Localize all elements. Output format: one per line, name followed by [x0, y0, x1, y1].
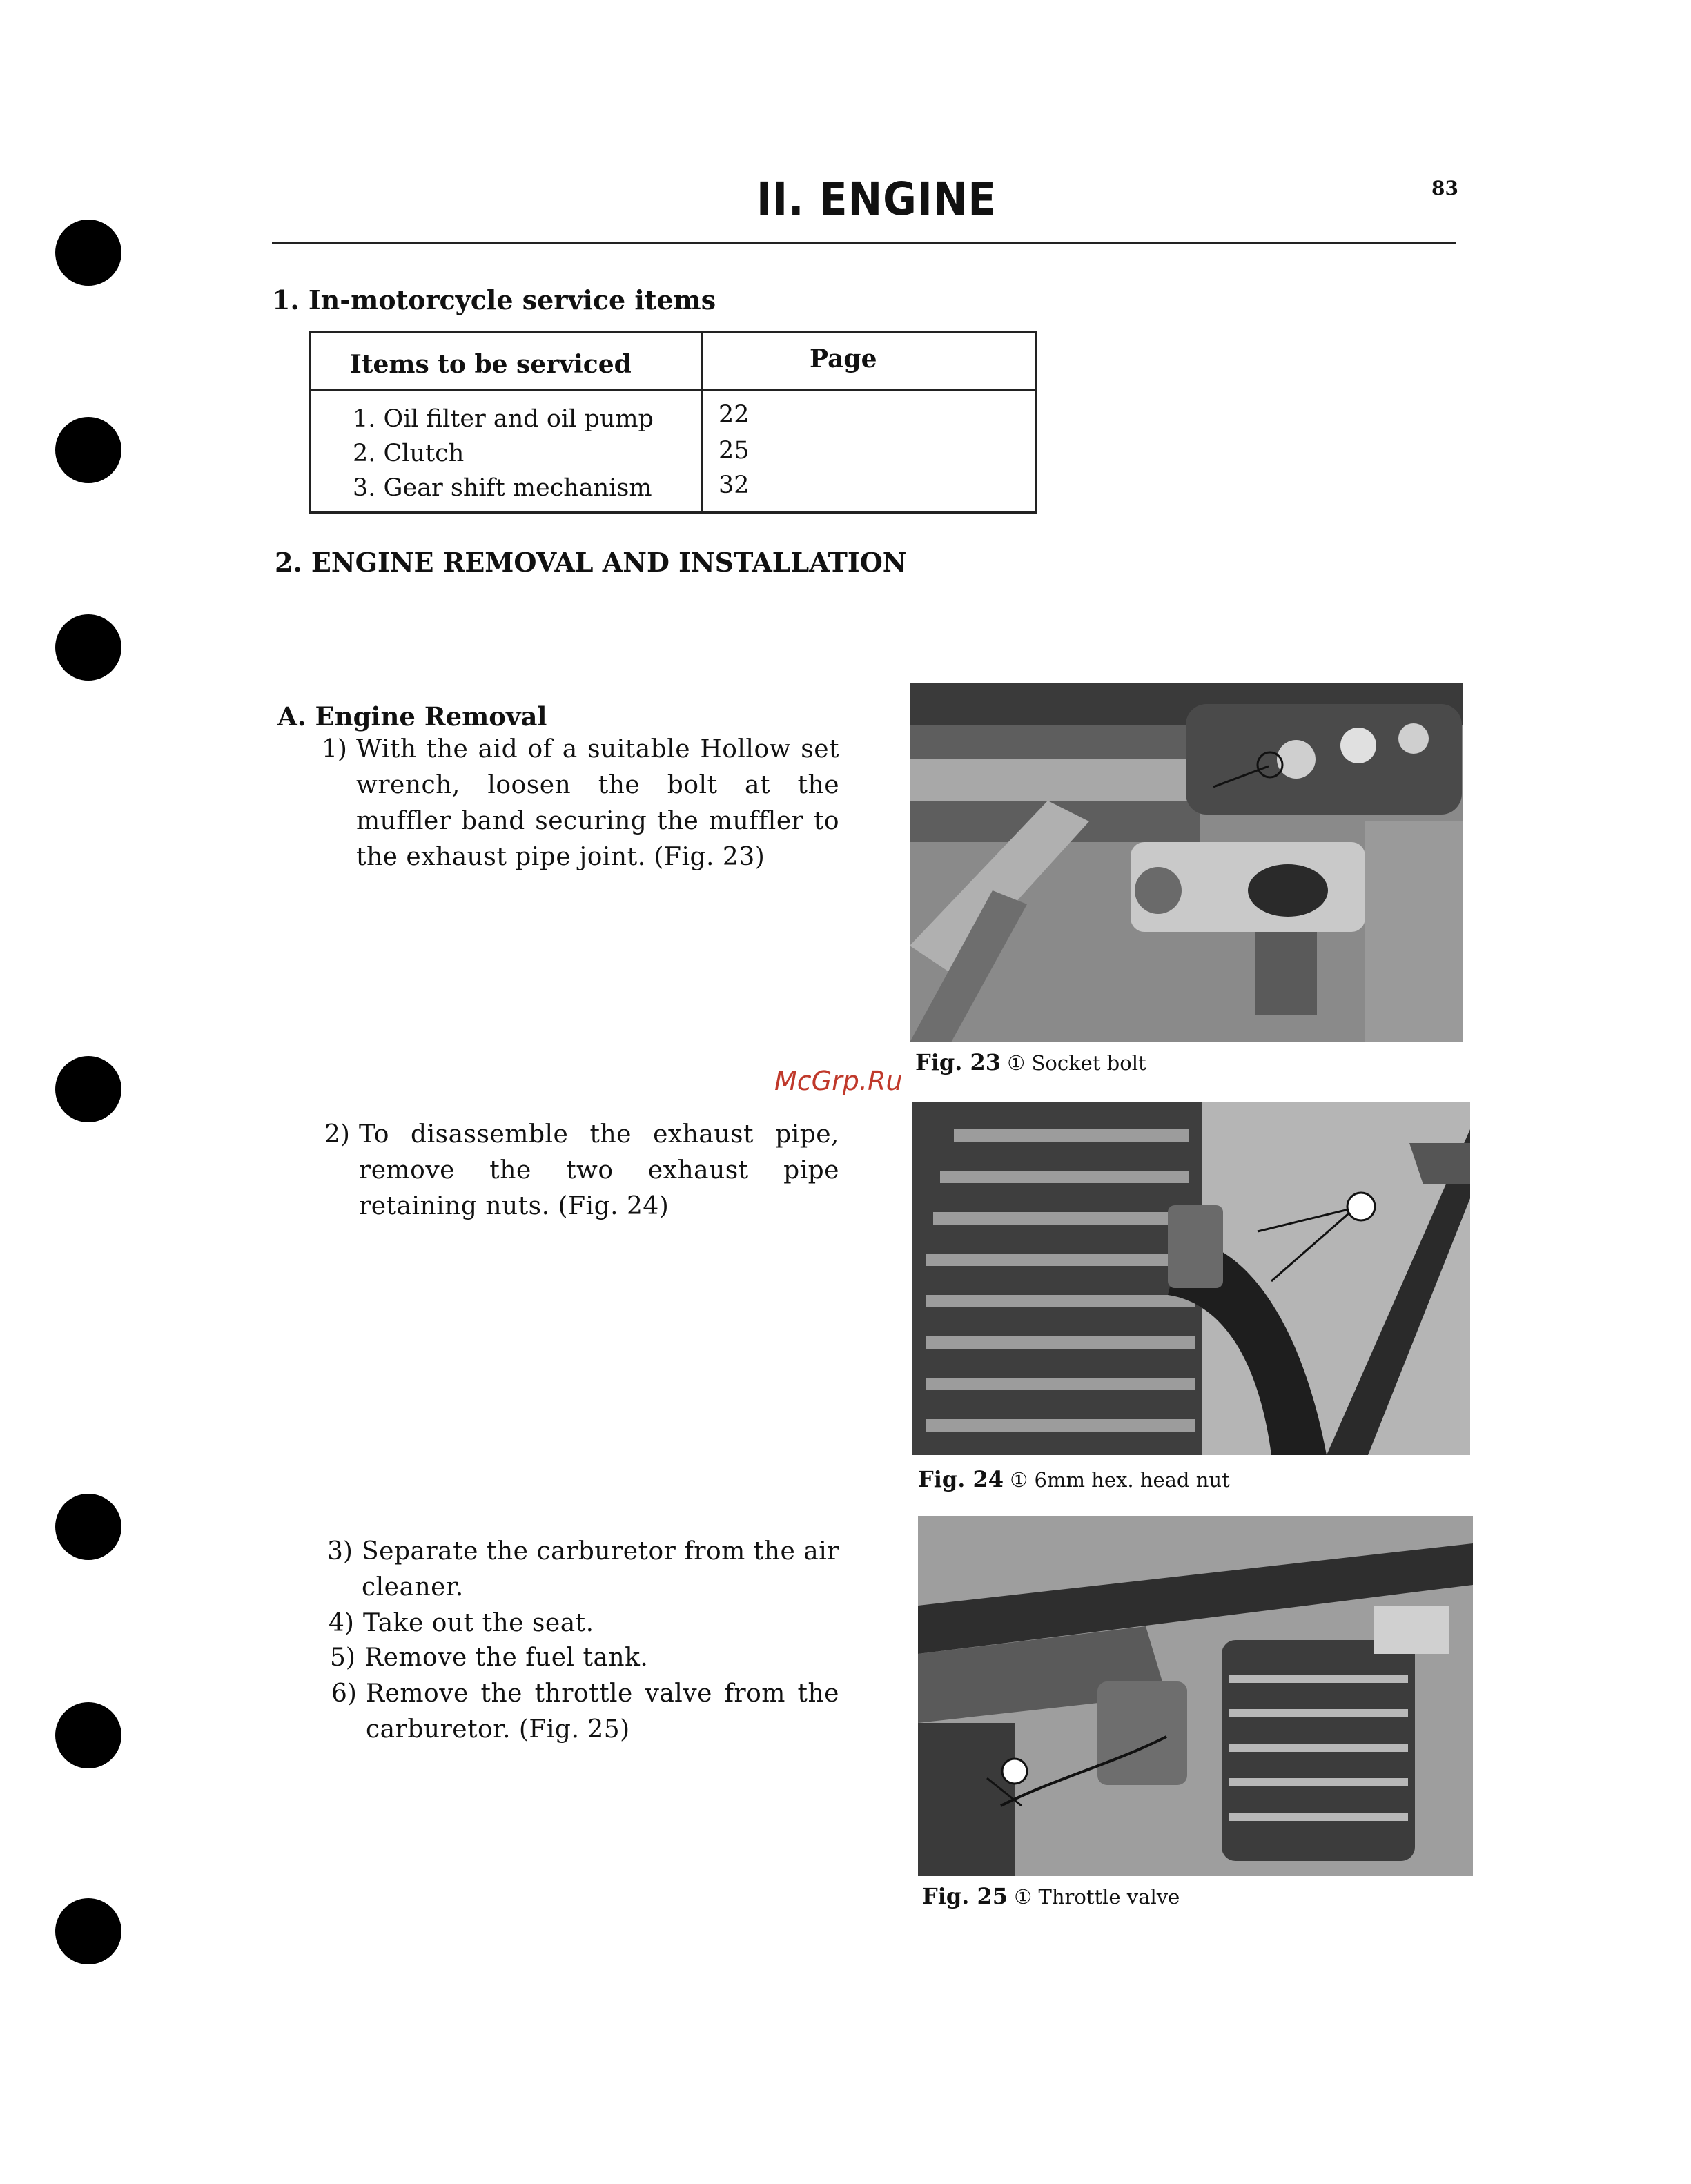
step-text: Remove the throttle valve from the carburetor. (Fig. 25)	[366, 1679, 839, 1744]
step-1	[322, 732, 839, 875]
subheading-engine-removal: A. Engine Removal	[277, 701, 547, 732]
step-3	[327, 1534, 839, 1606]
table-cell-item: 3. Gear shift mechanism	[353, 474, 652, 502]
watermark: McGrp.Ru	[774, 1066, 903, 1096]
section-heading-engine-removal-installation: 2. ENGINE REMOVAL AND INSTALLATION	[275, 547, 907, 578]
table-cell-page: 22	[719, 401, 750, 429]
step-6	[331, 1676, 839, 1748]
punch-hole-1	[55, 220, 121, 286]
title-rule	[272, 242, 1456, 244]
figure-23-photo	[910, 683, 1463, 1042]
punch-hole-6	[55, 1702, 121, 1768]
step-5	[330, 1640, 839, 1676]
table-cell-page: 32	[719, 471, 750, 499]
step-text: Take out the seat.	[363, 1609, 594, 1637]
page-title: II. ENGINE	[756, 173, 997, 226]
step-text: To disassemble the exhaust pipe, remove the two exhaust pipe retaining nuts. (Fig. 24)	[359, 1120, 839, 1220]
step-number: 4)	[329, 1609, 354, 1637]
figure-23-caption	[915, 1049, 1146, 1075]
callout-text: Socket bolt	[1031, 1051, 1146, 1075]
figure-24-photo	[912, 1102, 1470, 1455]
punch-hole-2	[55, 417, 121, 483]
step-number: 5)	[330, 1644, 355, 1672]
table-header-page: Page	[810, 344, 877, 373]
step-number: 3)	[327, 1537, 353, 1566]
table-cell-item: 1. Oil filter and oil pump	[353, 405, 654, 433]
service-items-table	[309, 331, 1037, 514]
figure-label: Fig. 25	[922, 1883, 1008, 1909]
step-number: 2)	[324, 1120, 350, 1149]
table-header-items: Items to be serviced	[350, 350, 632, 379]
figure-24-caption	[918, 1466, 1230, 1492]
callout-number: ①	[1014, 1885, 1033, 1909]
punch-hole-3	[55, 614, 121, 681]
punch-hole-7	[55, 1898, 121, 1964]
table-cell-page: 25	[719, 437, 750, 465]
figure-label: Fig. 24	[918, 1466, 1004, 1492]
step-number: 6)	[331, 1679, 357, 1708]
table-cell-item: 2. Clutch	[353, 440, 465, 467]
section-heading-service-items: 1. In-motorcycle service items	[272, 284, 716, 315]
callout-text: Throttle valve	[1038, 1885, 1180, 1909]
figure-25-caption	[922, 1883, 1180, 1909]
figure-25-photo	[918, 1516, 1473, 1876]
punch-hole-4	[55, 1056, 121, 1122]
table-column-rule	[701, 333, 703, 511]
page-number: 83	[1431, 177, 1458, 199]
step-2	[324, 1117, 839, 1225]
step-text: Separate the carburetor from the air cleaner.	[362, 1537, 839, 1601]
table-header-rule	[311, 389, 1035, 391]
step-text: With the aid of a suitable Hollow set wrench, loosen the bolt at the muffler band securing the muffler to the exhaust pipe joint. (Fig. 23)	[356, 735, 839, 871]
callout-number: ①	[1010, 1468, 1028, 1492]
punch-hole-5	[55, 1494, 121, 1560]
step-4	[329, 1606, 839, 1641]
callout-text: 6mm hex. head nut	[1034, 1468, 1230, 1492]
step-number: 1)	[322, 735, 347, 763]
step-text: Remove the fuel tank.	[364, 1644, 649, 1672]
figure-label: Fig. 23	[915, 1049, 1001, 1075]
callout-number: ①	[1007, 1051, 1026, 1075]
